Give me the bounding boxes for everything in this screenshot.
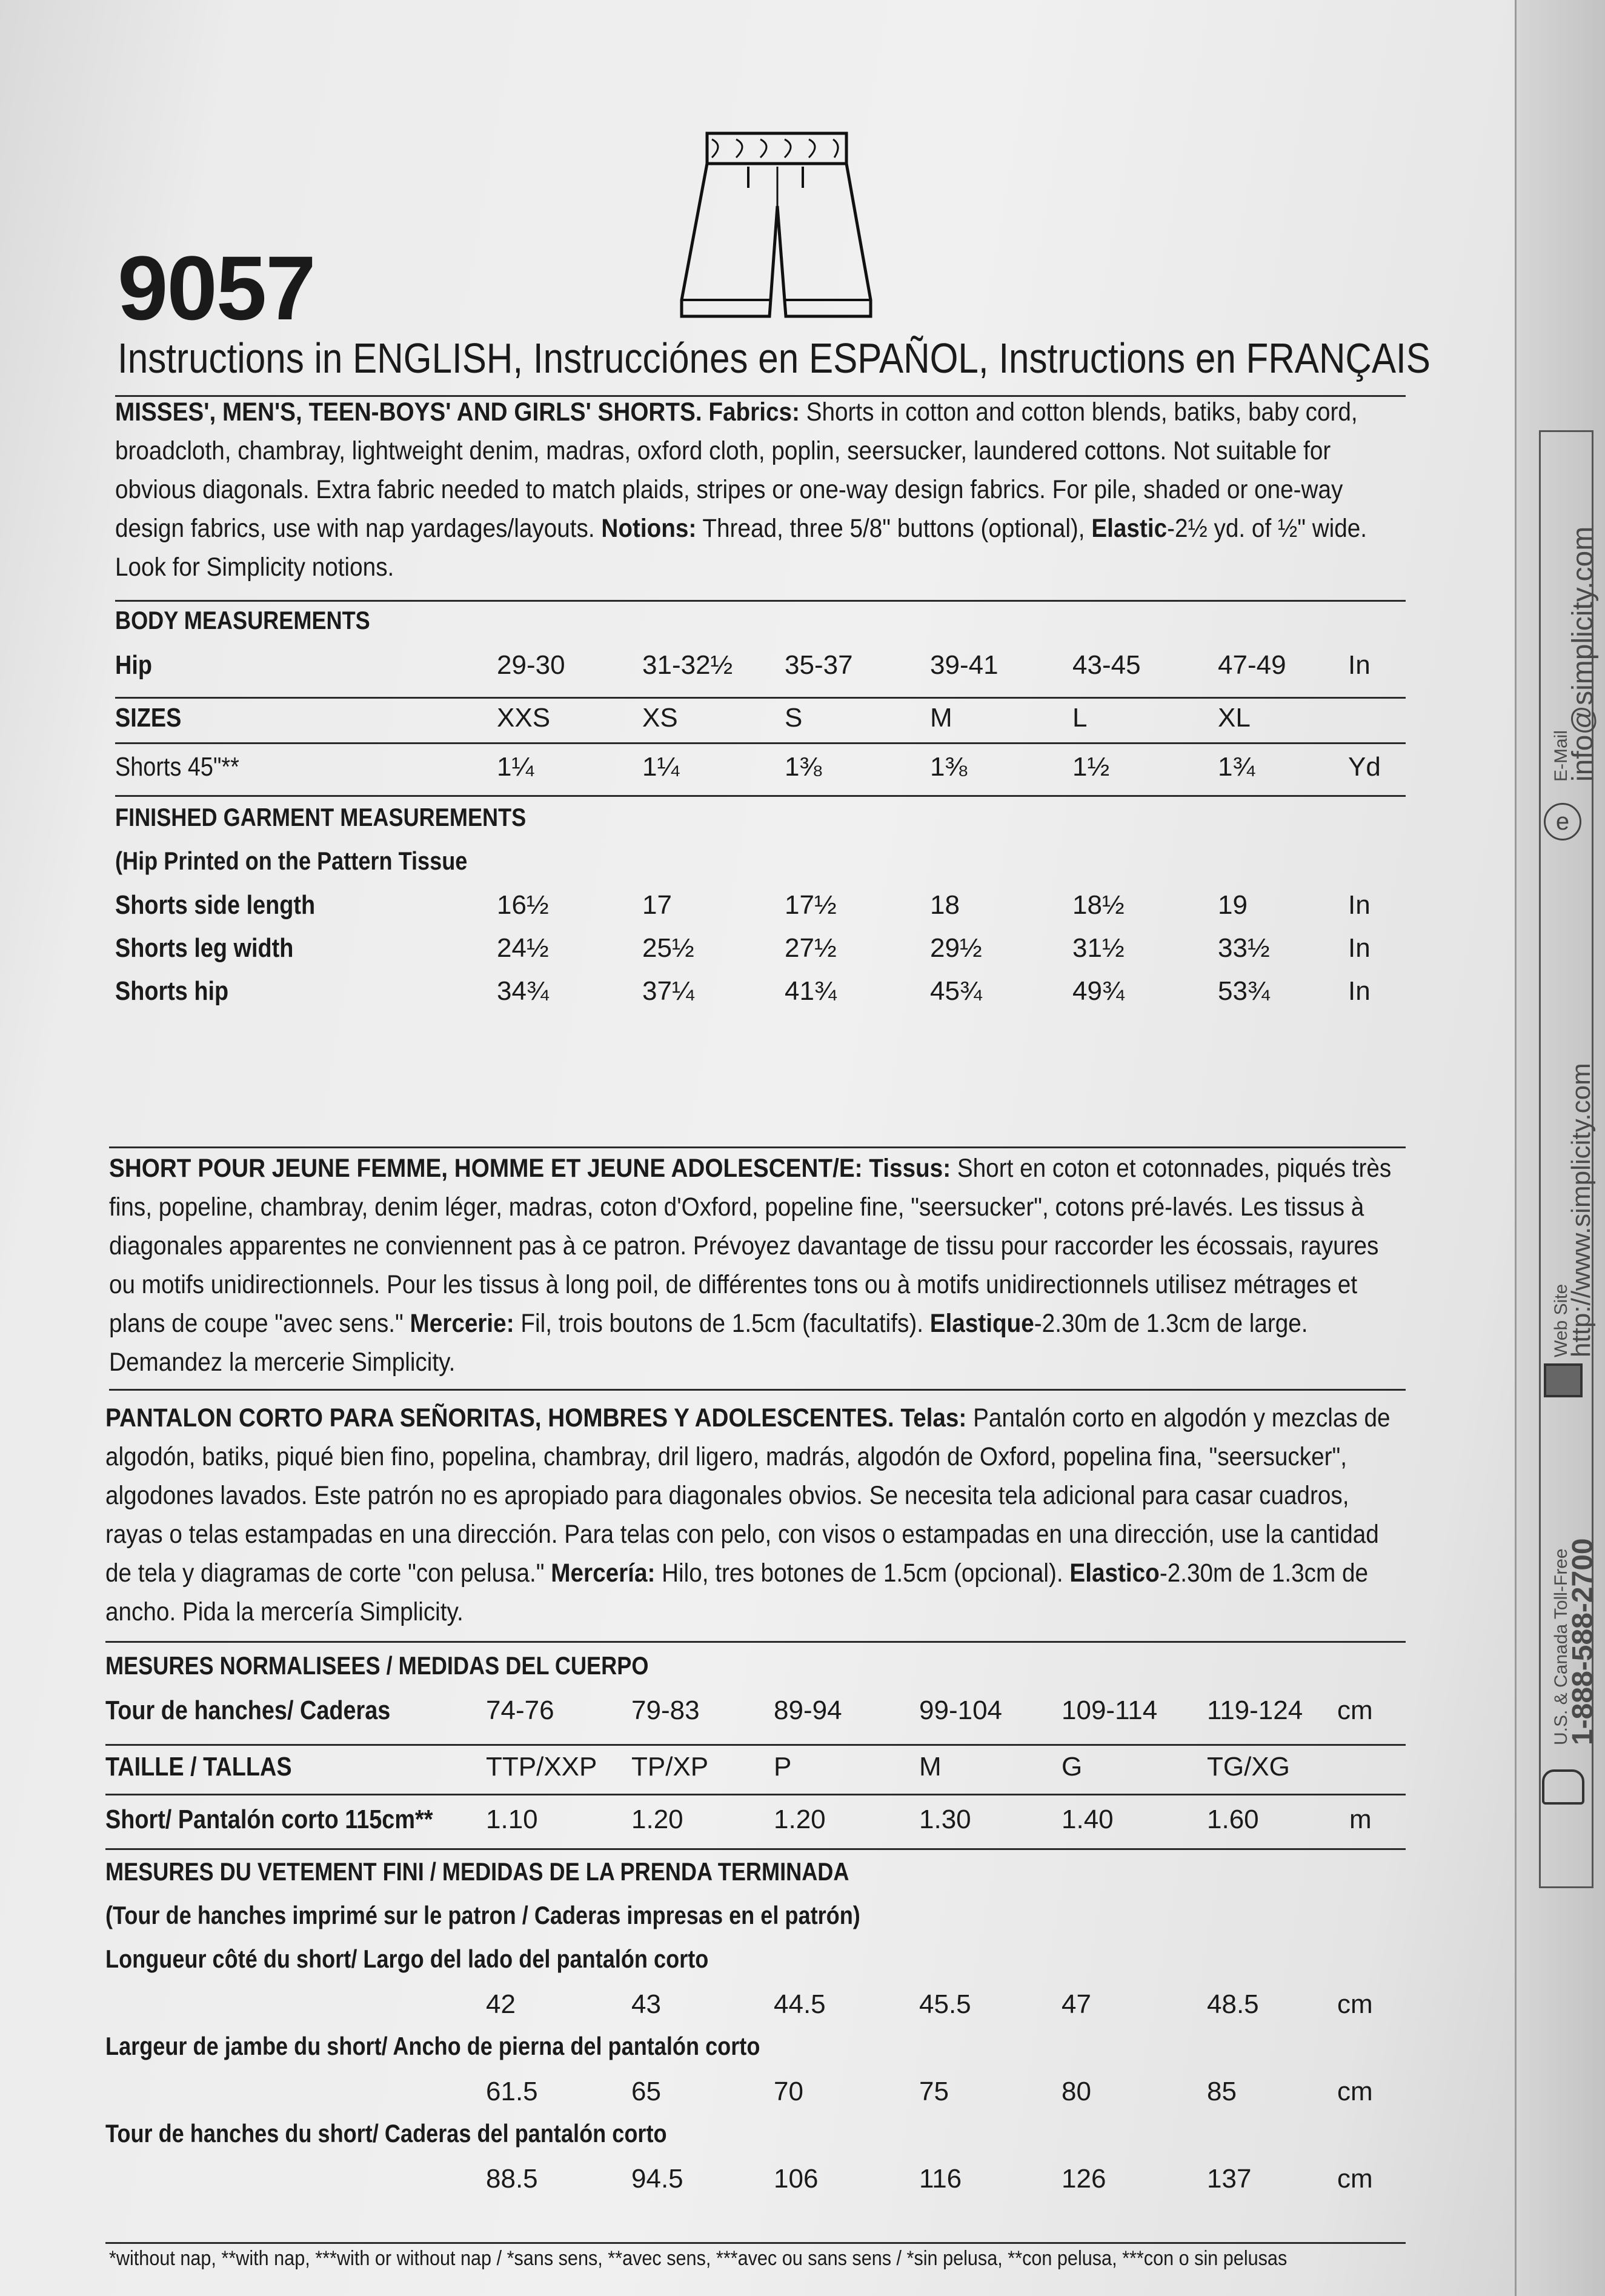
website-url: http://www.simplicity.com — [1566, 1063, 1596, 1357]
rule-finished — [115, 795, 1406, 797]
rule-footnote — [105, 2242, 1406, 2244]
spanish-fabrics-text: Pantalón corto en algodón y mezclas de algodón, batiks, piqué bien fino, popelina, chambray, dril ligero, madrás, algodón de Oxford, popelina fina, "seersucker", algodones lavados. Este patrón no es apropiado para diagonales obvios. Se necesita tela adicional para casar cuadros, rayas o telas estampadas en una dirección. Para telas con pelo, con visos o estampadas en una dirección, use la cantidad de tela y diagramas de corte "con pelusa." — [105, 1403, 1391, 1588]
spanish-elastic-text: -2.30m de 1.3cm de ancho. Pida la mercería Simplicity. — [105, 1559, 1369, 1626]
english-notions-text: Thread, three 5/8" buttons (optional), — [702, 514, 1085, 543]
side-length-row — [115, 888, 1406, 922]
pattern-number: 9057 — [118, 237, 315, 339]
english-fabrics-label: Fabrics: — [708, 398, 800, 427]
shorts-hip-label: Shorts hip — [115, 976, 229, 1006]
hip-value: 35-37 — [785, 650, 853, 680]
hip-label: Hip — [115, 650, 152, 680]
spanish-notions-text: Hilo, tres botones de 1.5cm (opcional). — [662, 1559, 1063, 1588]
shorts-hip-value: 53¾ — [1218, 976, 1270, 1006]
rule-french — [109, 1146, 1406, 1148]
side-length-value: 17 — [642, 890, 672, 920]
metric-leg-width-label: Largeur de jambe du short/ Ancho de pierna del pantalón corto — [105, 2032, 760, 2060]
sizes-row — [115, 701, 1406, 735]
rule-metric-shorts — [105, 1794, 1406, 1795]
metric-sizes-row — [105, 1750, 1406, 1784]
leg-width-value: 24½ — [497, 933, 549, 963]
metric-size-value: TP/XP — [631, 1752, 709, 1782]
french-notions-text: Fil, trois boutons de 1.5cm (facultatifs). — [520, 1309, 923, 1338]
english-fabrics-text: Shorts in cotton and cotton blends, batiks, baby cord, broadcloth, chambray, lightweight denim, madras, oxford cloth, poplin, seersucker, laundered cottons. Not suitable for obvious diagonals. Extra fabric needed to match plaids, stripes or one-way design fabrics. For pile, shaded or one-way design fabrics, use with nap yardages/layouts. — [115, 398, 1358, 543]
metric-side-length-value: 44.5 — [774, 1989, 826, 2019]
metric-shorts-value: 1.40 — [1062, 1805, 1114, 1834]
metric-leg-width-value: 75 — [919, 2077, 949, 2106]
metric-leg-width-value: 80 — [1062, 2077, 1091, 2106]
phone-label: U.S. & Canada Toll-Free — [1551, 1548, 1571, 1745]
french-fabrics-text: Short en coton et cotonnades, piqués très fins, popeline, chambray, denim léger, madras, coton d'Oxford, popeline fine, "seersucker", cotons pré-lavés. Les tissus à diagonales apparentes ne conviennent pas à ce patron. Prévoyez davantage de tissu pour raccorder les écossais, rayures ou motifs unidirectionnels. Pour les tissus à long poil, de différentes tons ou à motifs unidirectionnels utilisez métrages et plans de coupe "avec sens." — [109, 1154, 1392, 1338]
rule-body — [115, 600, 1406, 602]
body-measurements-heading: BODY MEASUREMENTS — [115, 606, 370, 634]
metric-size-value: G — [1062, 1752, 1083, 1782]
shorts-hip-value: 41¾ — [785, 976, 837, 1006]
yardage-value: 1⅜ — [785, 752, 822, 782]
metric-leg-width-value: 61.5 — [486, 2077, 538, 2106]
spanish-elastic-label: Elastico — [1069, 1559, 1160, 1588]
side-length-value: 18 — [930, 890, 960, 920]
yardage-value: 1⅜ — [930, 752, 968, 782]
rule-metric-sizes — [105, 1744, 1406, 1746]
metric-hip-value: 89-94 — [774, 1695, 842, 1725]
yardage-value: 1¾ — [1218, 752, 1255, 782]
leg-width-label: Shorts leg width — [115, 933, 294, 963]
metric-hip-value: 119-124 — [1207, 1695, 1303, 1725]
metric-shorts-value: 1.20 — [631, 1805, 683, 1834]
metric-shorts-value: 1.10 — [486, 1805, 538, 1834]
email-address: info@simplicity.com — [1567, 526, 1599, 782]
rule-spanish — [109, 1389, 1406, 1391]
shorts-hip-value: 34¾ — [497, 976, 549, 1006]
shorts-illustration — [676, 121, 876, 327]
metric-side-length-value: 47 — [1062, 1989, 1091, 2019]
shorts-yardage-label: Shorts 45"** — [115, 752, 239, 782]
metric-size-value: TG/XG — [1207, 1752, 1290, 1782]
shorts-hip-value: 49¾ — [1072, 976, 1125, 1006]
size-value: S — [785, 703, 803, 733]
metric-size-value: P — [774, 1752, 792, 1782]
metric-hip-value: 99-104 — [919, 1695, 1003, 1725]
metric-leg-width-unit: cm — [1337, 2077, 1373, 2106]
yardage-value: 1¼ — [642, 752, 680, 782]
english-elastic-label: Elastic — [1091, 514, 1168, 543]
metric-size-value: TTP/XXP — [486, 1752, 597, 1782]
metric-hip-value: 109-114 — [1062, 1695, 1158, 1725]
spanish-title: PANTALON CORTO PARA SEÑORITAS, HOMBRES Y ADOLESCENTES. — [105, 1403, 894, 1433]
languages-line: Instructions in ENGLISH, Instrucciónes en ESPAÑOL, Instructions en FRANÇAIS — [118, 334, 1431, 382]
metric-hip-label: Tour de hanches/ Caderas — [105, 1695, 391, 1725]
hip-row — [115, 648, 1406, 682]
leg-width-row — [115, 931, 1406, 965]
metric-shorts-value: 1.30 — [919, 1805, 971, 1834]
rule-shorts — [115, 742, 1406, 744]
metric-hip-unit: cm — [1337, 1695, 1373, 1725]
metric-shorts-value: 1.20 — [774, 1805, 826, 1834]
leg-width-value: 27½ — [785, 933, 837, 963]
finished-heading: FINISHED GARMENT MEASUREMENTS — [115, 803, 527, 831]
metric-body-heading: MESURES NORMALISEES / MEDIDAS DEL CUERPO — [105, 1651, 649, 1680]
metric-side-length-unit: cm — [1337, 1989, 1373, 2019]
metric-shorts-row — [105, 1803, 1406, 1837]
english-notions-label: Notions: — [601, 514, 697, 543]
leg-width-value: 33½ — [1218, 933, 1270, 963]
leg-width-value: 31½ — [1072, 933, 1125, 963]
leg-width-value: 25½ — [642, 933, 694, 963]
size-value: M — [930, 703, 952, 733]
metric-shorts-hip-unit: cm — [1337, 2164, 1373, 2194]
french-elastic-label: Elastique — [929, 1309, 1034, 1338]
metric-size-value: M — [919, 1752, 942, 1782]
metric-shorts-value: 1.60 — [1207, 1805, 1259, 1834]
side-length-value: 16½ — [497, 890, 549, 920]
hip-unit: In — [1348, 650, 1371, 680]
metric-leg-width-value: 85 — [1207, 2077, 1237, 2106]
metric-shorts-label: Short/ Pantalón corto 115cm** — [105, 1805, 433, 1834]
yardage-unit: Yd — [1348, 752, 1381, 782]
metric-hip-row — [105, 1694, 1406, 1728]
french-description — [109, 1149, 1407, 1382]
metric-finished-heading: MESURES DU VETEMENT FINI / MEDIDAS DE LA PRENDA TERMINADA — [105, 1857, 849, 1886]
metric-shorts-hip-value: 126 — [1062, 2164, 1106, 2194]
metric-side-length-label: Longueur côté du short/ Largo del lado del pantalón corto — [105, 1945, 709, 1973]
metric-side-length-value: 48.5 — [1207, 1989, 1259, 2019]
hip-value: 31-32½ — [642, 650, 733, 680]
metric-shorts-hip-value: 106 — [774, 2164, 819, 2194]
metric-shorts-hip-value: 116 — [919, 2164, 962, 2194]
side-length-label: Shorts side length — [115, 890, 316, 920]
metric-shorts-hip-label: Tour de hanches du short/ Caderas del pantalón corto — [105, 2119, 667, 2148]
french-fabrics-label: Tissus: — [869, 1154, 951, 1183]
metric-leg-width-row — [105, 2075, 1406, 2109]
hip-value: 39-41 — [930, 650, 999, 680]
shorts-hip-row — [115, 974, 1406, 1008]
side-length-unit: In — [1348, 890, 1371, 920]
metric-shorts-hip-value: 94.5 — [631, 2164, 683, 2194]
metric-hip-value: 74-76 — [486, 1695, 554, 1725]
metric-shorts-unit: m — [1349, 1805, 1372, 1834]
metric-sizes-label: TAILLE / TALLAS — [105, 1752, 292, 1782]
metric-shorts-hip-row — [105, 2162, 1406, 2196]
side-length-value: 17½ — [785, 890, 837, 920]
email-label: E-Mail — [1551, 730, 1571, 782]
leg-width-unit: In — [1348, 933, 1371, 963]
finished-subheading: (Hip Printed on the Pattern Tissue — [115, 847, 468, 875]
metric-side-length-value: 43 — [631, 1989, 661, 2019]
rule-sizes — [115, 697, 1406, 699]
french-elastic-text: -2.30m de 1.3cm de large. Demandez la mercerie Simplicity. — [109, 1309, 1308, 1377]
metric-finished-subheading: (Tour de hanches imprimé sur le patron / Caderas impresas en el patrón) — [105, 1901, 860, 1929]
metric-shorts-hip-value: 137 — [1207, 2164, 1252, 2194]
metric-leg-width-value: 65 — [631, 2077, 661, 2106]
phone-number: 1-888-588-2700 — [1567, 1538, 1599, 1745]
shorts-hip-value: 37¼ — [642, 976, 694, 1006]
hip-value: 47-49 — [1218, 650, 1286, 680]
rule-metric-finished — [105, 1848, 1406, 1850]
hip-value: 43-45 — [1072, 650, 1141, 680]
english-description — [115, 393, 1413, 587]
website-label: Web Site — [1551, 1283, 1571, 1357]
side-length-value: 18½ — [1072, 890, 1125, 920]
email-icon: e — [1544, 803, 1581, 840]
metric-side-length-value: 42 — [486, 1989, 516, 2019]
yardage-value: 1½ — [1072, 752, 1110, 782]
french-notions-label: Mercerie: — [410, 1309, 514, 1338]
metric-side-length-value: 45.5 — [919, 1989, 971, 2019]
metric-hip-value: 79-83 — [631, 1695, 700, 1725]
telephone-icon — [1542, 1769, 1584, 1805]
footnote: *without nap, **with nap, ***with or without nap / *sans sens, **avec sens, ***avec ou sans sens / *sin pelusa, **con pelusa, ***con o sin pelusas — [109, 2247, 1288, 2270]
size-value: L — [1072, 703, 1088, 733]
yardage-value: 1¼ — [497, 752, 534, 782]
sizes-label: SIZES — [115, 703, 182, 733]
shorts-hip-value: 45¾ — [930, 976, 982, 1006]
computer-icon — [1544, 1363, 1583, 1397]
french-title: SHORT POUR JEUNE FEMME, HOMME ET JEUNE ADOLESCENT/E: — [109, 1154, 863, 1183]
spanish-description — [105, 1399, 1403, 1631]
metric-shorts-hip-value: 88.5 — [486, 2164, 538, 2194]
english-elastic-text: -2½ yd. of ½" wide. Look for Simplicity notions. — [115, 514, 1367, 582]
side-length-value: 19 — [1218, 890, 1248, 920]
size-value: XL — [1218, 703, 1251, 733]
spanish-fabrics-label: Telas: — [900, 1403, 967, 1433]
metric-leg-width-value: 70 — [774, 2077, 803, 2106]
leg-width-value: 29½ — [930, 933, 982, 963]
metric-side-length-row — [105, 1988, 1406, 2021]
shorts-yardage-row — [115, 750, 1406, 784]
rule-metric-body — [105, 1641, 1406, 1643]
shorts-hip-unit: In — [1348, 976, 1371, 1006]
spanish-notions-label: Mercería: — [551, 1559, 656, 1588]
size-value: XXS — [497, 703, 551, 733]
size-value: XS — [642, 703, 678, 733]
hip-value: 29-30 — [497, 650, 565, 680]
english-title: MISSES', MEN'S, TEEN-BOYS' AND GIRLS' SHORTS. — [115, 398, 702, 427]
